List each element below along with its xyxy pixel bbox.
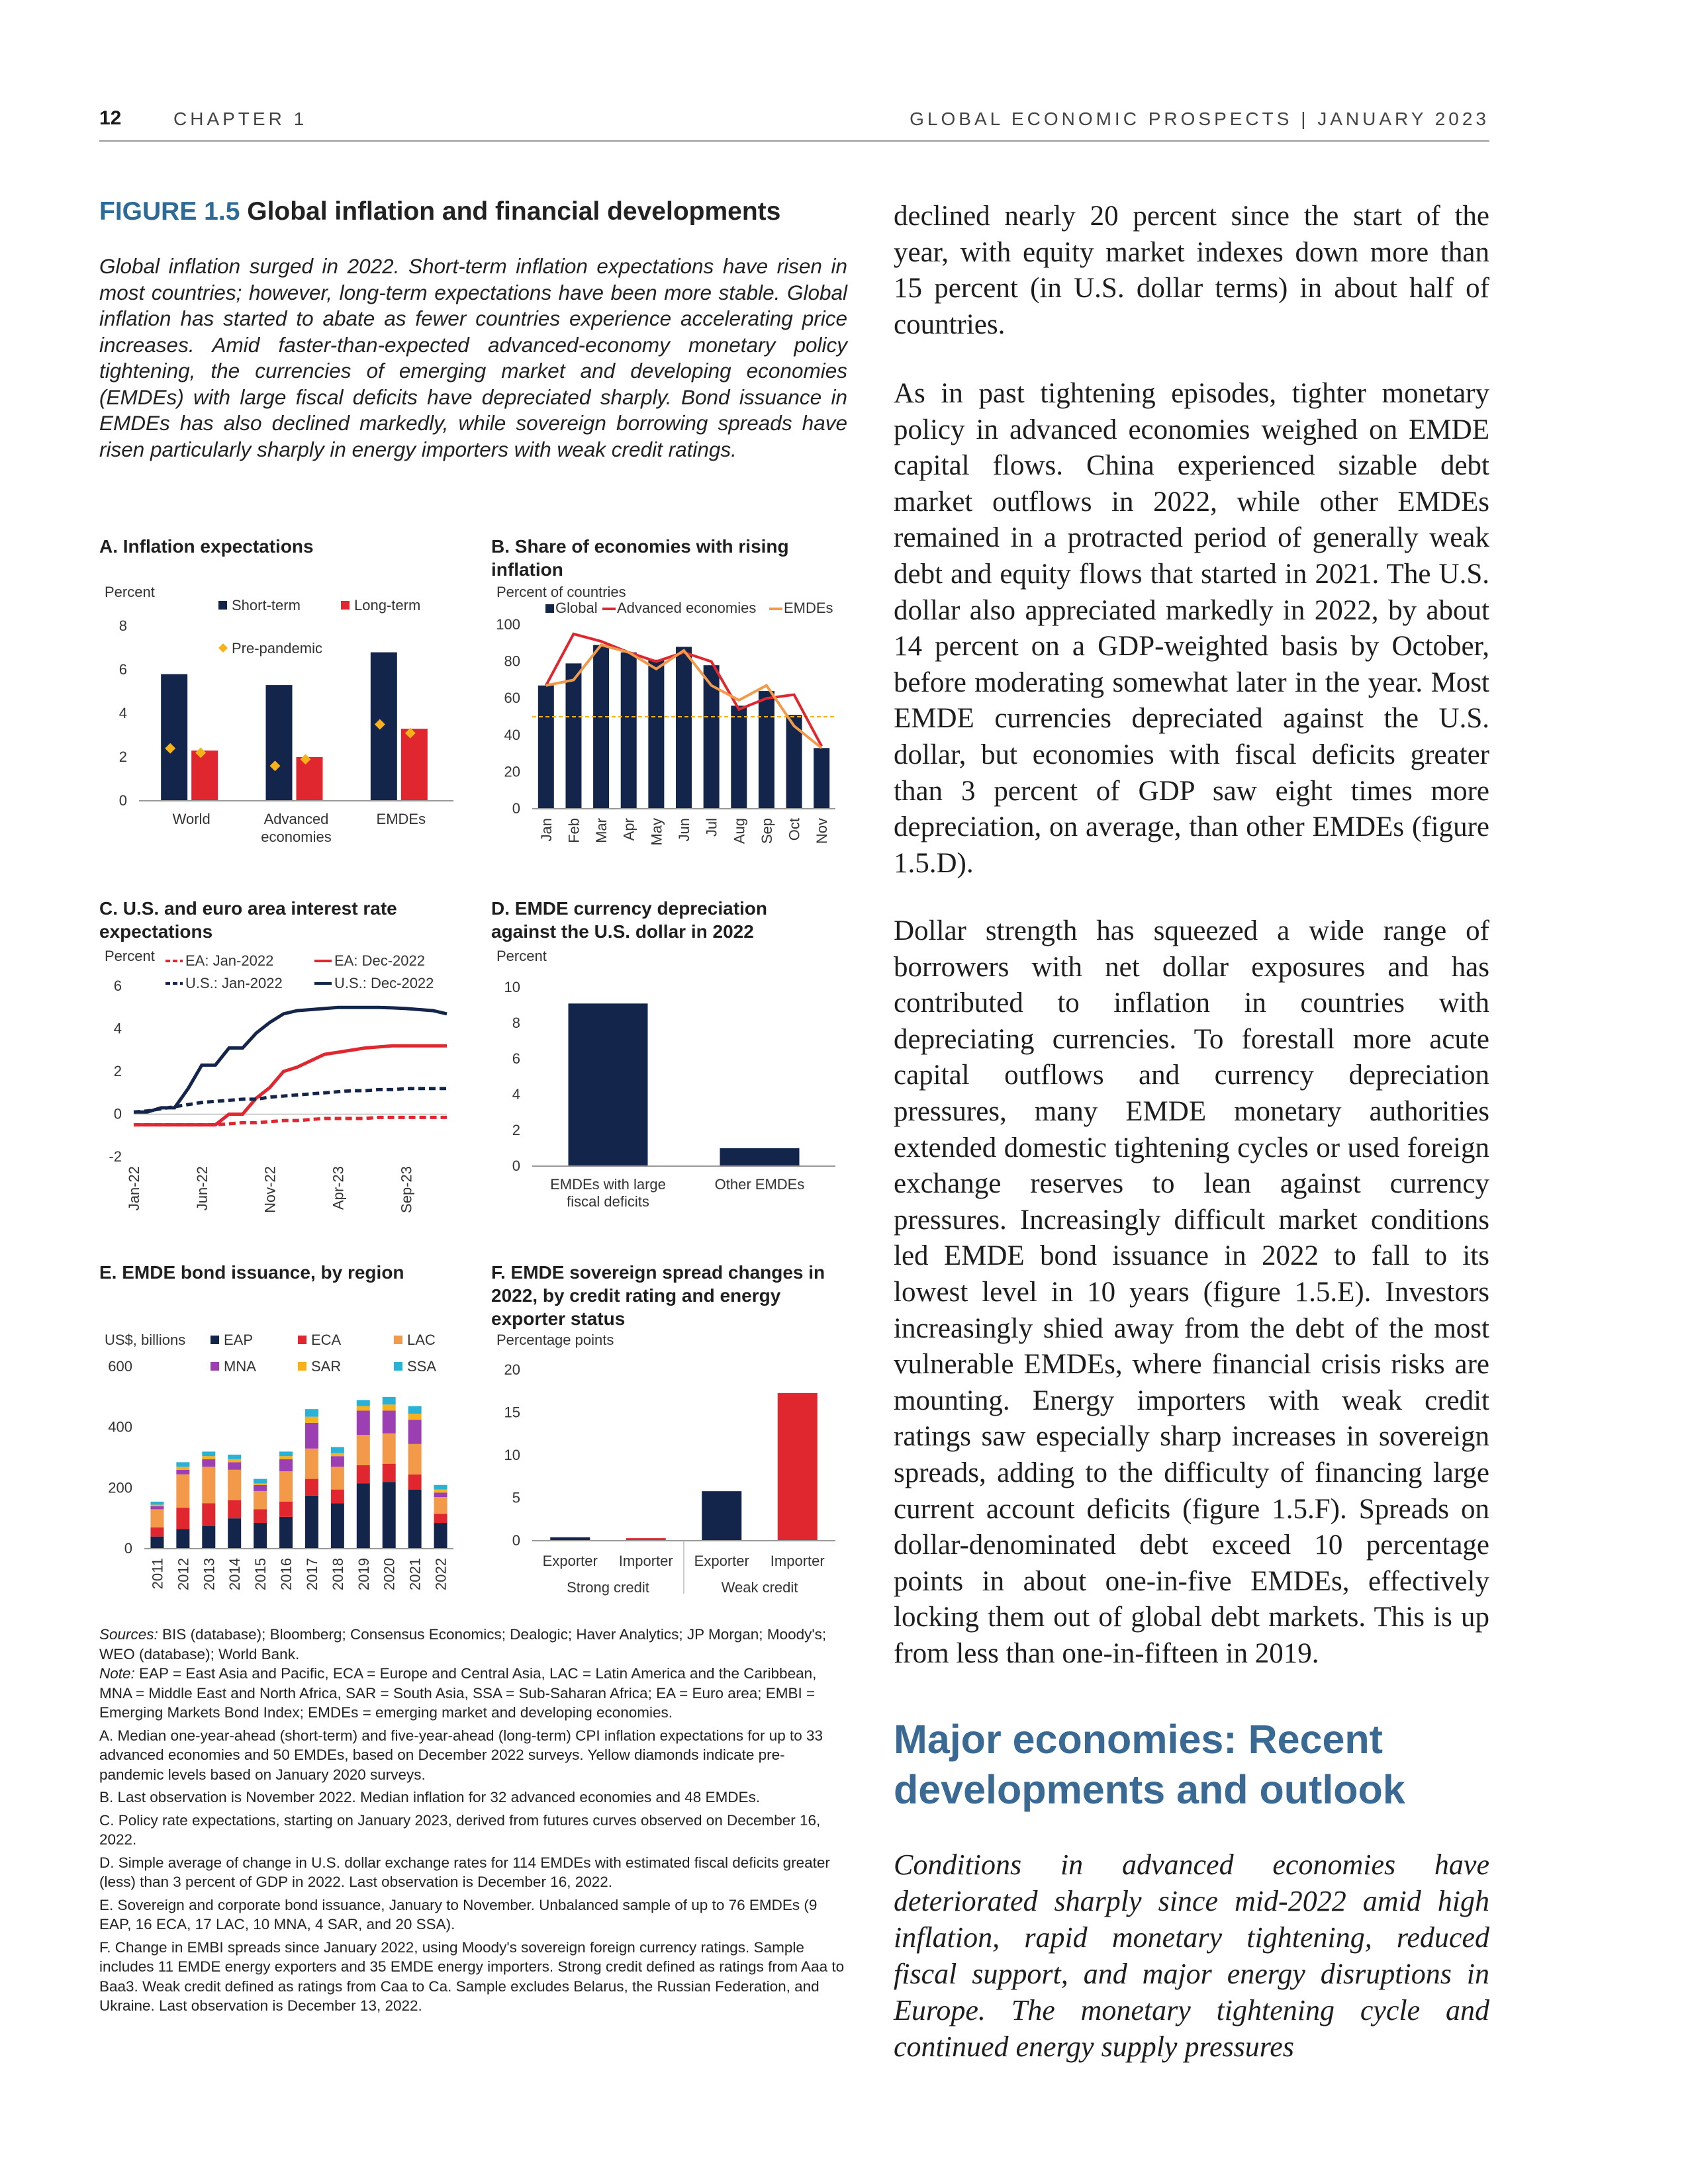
x-tick-label: Sep-23: [398, 1166, 415, 1213]
y-tick-label: 4: [512, 1086, 520, 1103]
y-tick-label: -2: [109, 1148, 122, 1165]
bar-segment-eca: [331, 1490, 344, 1504]
bar-segment-mna: [331, 1456, 344, 1467]
legend-label: Pre-pandemic: [232, 640, 322, 657]
bar-segment-eap: [408, 1490, 422, 1549]
note-text: EAP = East Asia and Pacific, ECA = Europe and Central Asia, LAC = Latin America and the Caribbean, MNA = Middle East and North Africa, SAR = South Asia, SSA = Sub-Saharan Africa; EA = Euro area; EMBI = Emerging Markets Bond Index; EMDEs = emerging market and developing economies.: [99, 1665, 817, 1721]
y-axis-label: US$, billions: [105, 1332, 186, 1348]
bar-segment-ssa: [202, 1451, 215, 1456]
page-number: 12: [99, 107, 122, 129]
bar-spread-change: [778, 1393, 818, 1541]
x-tick-label: Apr-23: [330, 1166, 347, 1210]
category-label: EMDEs: [376, 811, 426, 827]
y-tick-label: 100: [496, 616, 520, 633]
group-label: Weak credit: [721, 1579, 798, 1596]
bar-global: [565, 663, 581, 809]
bar-global: [593, 645, 609, 809]
y-tick-label: 6: [113, 978, 122, 994]
legend-label: MNA: [224, 1358, 256, 1375]
bar-segment-lac: [383, 1433, 396, 1464]
year-tick-label: 2021: [406, 1558, 424, 1590]
panel-a-title: A. Inflation expectations: [99, 536, 314, 557]
month-tick-label: Feb: [565, 818, 583, 843]
legend-label: LAC: [407, 1332, 436, 1348]
bar-segment-sar: [434, 1490, 447, 1493]
legend-marker: [218, 643, 228, 653]
legend-swatch: [545, 604, 554, 613]
bar-global: [759, 691, 774, 809]
legend-swatch: [211, 1336, 219, 1344]
y-tick-label: 5: [512, 1489, 520, 1506]
bar-segment-eca: [408, 1475, 422, 1490]
bar-segment-eap: [305, 1496, 318, 1549]
y-tick-label: 2: [113, 1063, 122, 1079]
abbreviation-note: [99, 1664, 847, 1723]
category-label: economies: [261, 829, 332, 845]
bar-segment-lac: [279, 1471, 293, 1502]
month-tick-label: Aug: [731, 818, 748, 844]
body-paragraph-3: Dollar strength has squeezed a wide range of borrowers with net dollar exposures and has contributed to inflation in countries with depreciating currencies. To forestall more acute capital outflows and currency depreciation pressures, many EMDE monetary authorities extended domestic tightening cycles or used foreign exchange reserves to lean against currency pressures. Increasingly difficult market conditions led EMDE bond issuance in 2022 to fall to its lowest level in 10 years (figure 1.5.E). Investors increasingly shied away from the debt of the most vulnerable EMDEs, where financial crisis risks are mounting. Energy importers with weak credit ratings saw especially sharp increases in sovereign spreads, adding to the difficulty of financing large current account deficits (figure 1.5.F). Spreads on dollar-denominated debt exceed 10 percentage points in about one-in-five EMDEs, effectively locking them out of global debt markets. This is up from less than one-in-fifteen in 2019.: [894, 915, 1489, 1669]
bar-segment-ssa: [408, 1406, 422, 1414]
x-tick-label: Jan-22: [126, 1166, 142, 1211]
y-tick-label: 6: [512, 1050, 520, 1067]
bar-depreciation: [720, 1148, 800, 1166]
bar-segment-lac: [202, 1467, 215, 1503]
year-tick-label: 2018: [329, 1558, 346, 1590]
category-label: Importer: [770, 1553, 825, 1569]
bar-segment-sar: [202, 1456, 215, 1459]
legend-swatch: [298, 1362, 306, 1371]
legend-label: Advanced economies: [617, 600, 757, 616]
y-tick-label: 80: [504, 653, 520, 670]
y-tick-label: 0: [512, 800, 520, 817]
note-c: C. Policy rate expectations, starting on January 2023, derived from futures curves observed on December 16, 2022.: [99, 1811, 821, 1848]
bar-long-term: [191, 751, 218, 801]
panel-a-chart: [99, 582, 470, 847]
y-tick-label: 40: [504, 726, 520, 743]
bar-segment-eca: [357, 1465, 370, 1484]
bar-segment-ssa: [254, 1479, 267, 1484]
legend-swatch: [298, 1336, 306, 1344]
y-tick-label: 0: [124, 1540, 132, 1557]
sources-label: Sources:: [99, 1626, 158, 1643]
y-axis-label: Percent of countries: [496, 584, 626, 600]
note-a: A. Median one-year-ahead (short-term) and five-year-ahead (long-term) CPI inflation expectations for up to 33 advanced economies and 50 EMDEs, based on December 2022 surveys. Yellow diamonds indicate pre-pandemic levels based on January 2020 surveys.: [99, 1727, 823, 1783]
bar-segment-lac: [331, 1467, 344, 1489]
y-tick-label: 4: [113, 1020, 122, 1037]
figure-title-text: Global inflation and financial developments: [247, 197, 781, 226]
y-tick-label: 2: [512, 1122, 520, 1138]
category-label: fiscal deficits: [567, 1193, 649, 1210]
panel-d-title: [491, 897, 862, 943]
year-tick-label: 2019: [355, 1558, 372, 1590]
category-label: Advanced: [263, 811, 329, 827]
bar-segment-lac: [434, 1497, 447, 1514]
category-label: Other EMDEs: [714, 1176, 805, 1193]
bar-segment-sar: [279, 1456, 293, 1459]
year-tick-label: 2016: [278, 1558, 295, 1590]
legend-label: ECA: [311, 1332, 342, 1348]
x-tick-label: Jun-22: [193, 1166, 211, 1211]
legend-label: U.S.: Dec-2022: [334, 975, 434, 991]
y-tick-label: 60: [504, 690, 520, 707]
legend-label: EA: Jan-2022: [185, 952, 274, 969]
note-b: B. Last observation is November 2022. Median inflation for 32 advanced economies and 48 EMDEs.: [99, 1789, 761, 1805]
bar-segment-sar: [150, 1505, 164, 1506]
bar-short-term: [266, 685, 293, 801]
panel-c-title-line2: expectations: [99, 921, 213, 942]
panel-e-chart: [99, 1330, 470, 1615]
panel-f-title-line2: 2022, by credit rating and energy: [491, 1285, 781, 1306]
bar-segment-mna: [254, 1485, 267, 1491]
figure-number: FIGURE 1.5: [99, 197, 240, 226]
bar-segment-sar: [408, 1414, 422, 1420]
legend-swatch: [341, 601, 350, 610]
panel-e-title: E. EMDE bond issuance, by region: [99, 1262, 404, 1283]
bar-segment-mna: [305, 1423, 318, 1449]
y-tick-label: 0: [118, 792, 127, 809]
sources-text: BIS (database); Bloomberg; Consensus Economics; Dealogic; Haver Analytics; JP Morgan; Moody's; WEO (database); World Bank.: [99, 1626, 827, 1662]
year-tick-label: 2022: [432, 1558, 449, 1590]
legend-label: EMDEs: [784, 600, 833, 616]
line-ea-dec-2022: [134, 1046, 447, 1124]
bar-segment-eca: [202, 1503, 215, 1525]
y-axis-label: Percentage points: [496, 1332, 614, 1348]
year-tick-label: 2015: [252, 1558, 269, 1590]
bar-segment-eca: [434, 1514, 447, 1523]
running-header: [99, 107, 1489, 142]
bar-segment-mna: [357, 1410, 370, 1435]
bar-long-term: [297, 757, 323, 801]
note-label: Note:: [99, 1665, 135, 1682]
y-tick-label: 2: [118, 749, 127, 765]
sources-note: [99, 1625, 847, 1664]
bar-segment-sar: [176, 1467, 189, 1470]
body-paragraph-1: declined nearly 20 percent since the start of the year, with equity market indexes down more than 15 percent (in U.S. dollar terms) in about half of countries.: [894, 201, 1489, 340]
panel-f-chart: [491, 1330, 849, 1615]
month-tick-label: Sep: [758, 818, 775, 844]
bar-short-term: [161, 674, 187, 801]
category-label: World: [172, 811, 211, 827]
bar-segment-lac: [357, 1435, 370, 1465]
panel-f-title-line3: exporter status: [491, 1308, 626, 1329]
bar-long-term: [401, 729, 428, 801]
bar-depreciation: [569, 1003, 648, 1166]
bar-segment-sar: [383, 1404, 396, 1410]
y-tick-label: 20: [504, 763, 520, 780]
category-label: Exporter: [542, 1553, 598, 1569]
section-heading: Major economies: Recent developments and outlook: [894, 1717, 1405, 1812]
year-tick-label: 2013: [201, 1558, 218, 1590]
month-tick-label: Mar: [593, 818, 610, 843]
panel-b-title-line1: B. Share of economies with rising: [491, 536, 789, 557]
bar-segment-sar: [331, 1453, 344, 1457]
y-tick-label: 0: [512, 1158, 520, 1174]
y-axis-label: Percent: [105, 948, 155, 964]
bar-segment-sar: [357, 1406, 370, 1411]
bar-segment-eap: [279, 1517, 293, 1549]
y-tick-label: 20: [504, 1361, 520, 1378]
bar-global: [676, 647, 692, 809]
bar-global: [621, 653, 637, 809]
figure-notes: [99, 1625, 847, 2016]
year-tick-label: 2014: [226, 1558, 244, 1590]
legend-label: Long-term: [354, 597, 421, 614]
legend-label: Short-term: [232, 597, 301, 614]
bar-segment-eap: [228, 1518, 241, 1549]
bar-segment-mna: [279, 1459, 293, 1471]
note-f: F. Change in EMBI spreads since January 2022, using Moody's sovereign foreign currency ratings. Sample includes 11 EMDE energy exporters and 35 EMDE energy importers. Strong credit defined as ratings from Aaa to Baa3. Weak credit defined as ratings from Caa to Ca. Sample excludes Belarus, the Russian Federation, and Ukraine. Last observation is December 13, 2022.: [99, 1938, 845, 2014]
panel-d-title-line2: against the U.S. dollar in 2022: [491, 921, 754, 942]
month-tick-label: Oct: [786, 818, 803, 841]
note-e: E. Sovereign and corporate bond issuance, January to November. Unbalanced sample of up to 76 EMDEs (9 EAP, 16 ECA, 17 LAC, 10 MNA, 4 SAR, and 20 SSA).: [99, 1896, 818, 1933]
bar-segment-ssa: [434, 1485, 447, 1490]
bar-segment-eap: [383, 1482, 396, 1549]
bar-segment-eap: [434, 1523, 447, 1549]
chapter-label: CHAPTER 1: [173, 109, 308, 129]
legend-label: SSA: [407, 1358, 437, 1375]
body-paragraph-2: As in past tightening episodes, tighter monetary policy in advanced economies weighed on EMDE capital flows. China experienced sizable debt market outflows in 2022, while other EMDEs remained in a protracted period of generally weak debt and equity flows that started in 2021. The U.S. dollar also appreciated markedly in 2022, by about 14 percent on a GDP-weighted basis by October, before moderating somewhat later in the year. Most EMDE currencies depreciated against the U.S. dollar, but economies with fiscal deficits greater than 3 percent of GDP saw eight times more depreciation, on average, than other EMDEs (figure 1.5.D).: [894, 378, 1489, 879]
bar-segment-lac: [305, 1449, 318, 1479]
y-tick-label: 4: [118, 705, 127, 721]
panel-c-title-line1: C. U.S. and euro area interest rate: [99, 898, 397, 919]
bar-segment-eca: [176, 1508, 189, 1529]
y-tick-label: 400: [108, 1418, 132, 1435]
panel-c-title: [99, 897, 470, 943]
year-tick-label: 2020: [381, 1558, 398, 1590]
category-label: EMDEs with large: [550, 1176, 666, 1193]
month-tick-label: Nov: [814, 818, 831, 844]
legend-swatch: [394, 1336, 402, 1344]
bar-segment-sar: [254, 1483, 267, 1484]
y-tick-label: 10: [504, 979, 520, 995]
month-tick-label: Apr: [620, 818, 637, 841]
bar-segment-mna: [176, 1470, 189, 1475]
bar-short-term: [371, 653, 397, 801]
bar-segment-lac: [150, 1509, 164, 1527]
bar-segment-eca: [383, 1464, 396, 1482]
bar-segment-eap: [331, 1503, 344, 1549]
panel-f-title-line1: F. EMDE sovereign spread changes in: [491, 1262, 825, 1283]
bar-segment-ssa: [279, 1451, 293, 1456]
year-tick-label: 2011: [149, 1558, 166, 1590]
legend-swatch: [394, 1362, 402, 1371]
bar-segment-mna: [434, 1492, 447, 1497]
bar-segment-mna: [202, 1459, 215, 1467]
legend-label: Global: [555, 600, 598, 616]
legend-label: SAR: [311, 1358, 342, 1375]
panel-b-title-line2: inflation: [491, 559, 563, 580]
bar-segment-eap: [202, 1526, 215, 1549]
section-lead-paragraph: Conditions in advanced economies have deteriorated sharply since mid-2022 amid high inflation, rapid monetary tightening, reduced fiscal support, and major energy disruptions in Europe. The monetary tightening cycle and continued energy supply pressures: [894, 1848, 1489, 2063]
y-tick-label: 6: [118, 661, 127, 678]
month-tick-label: Jul: [703, 818, 720, 837]
category-label: Exporter: [694, 1553, 749, 1569]
bar-global: [814, 748, 829, 809]
x-tick-label: Nov-22: [261, 1166, 279, 1213]
bar-segment-eca: [305, 1479, 318, 1496]
bar-segment-mna: [150, 1506, 164, 1510]
bar-segment-eap: [254, 1523, 267, 1549]
panel-d-chart: [491, 946, 849, 1224]
legend-swatch: [211, 1362, 219, 1371]
bar-segment-ssa: [383, 1397, 396, 1404]
bar-global: [648, 660, 664, 809]
bar-segment-sar: [228, 1459, 241, 1463]
year-tick-label: 2012: [175, 1558, 192, 1590]
bar-segment-ssa: [150, 1502, 164, 1505]
bar-global: [538, 686, 554, 809]
bar-segment-lac: [228, 1470, 241, 1500]
bar-segment-eap: [357, 1483, 370, 1549]
y-axis-label: Percent: [496, 948, 547, 964]
bar-segment-ssa: [357, 1400, 370, 1406]
bar-segment-eca: [228, 1500, 241, 1519]
bar-segment-eca: [279, 1502, 293, 1517]
y-tick-label: 0: [113, 1105, 122, 1122]
bar-spread-change: [702, 1491, 741, 1541]
note-d: D. Simple average of change in U.S. dollar exchange rates for 114 EMDEs with estimated fiscal deficits greater (less) than 3 percent of GDP in 2022. Last observation is December 16, 2022.: [99, 1854, 830, 1890]
bar-segment-ssa: [331, 1447, 344, 1453]
category-label: Importer: [618, 1553, 673, 1569]
bar-segment-mna: [383, 1410, 396, 1433]
bar-global: [731, 705, 747, 809]
figure-title: [99, 197, 854, 226]
y-tick-label: 600: [108, 1358, 132, 1375]
publication-title: GLOBAL ECONOMIC PROSPECTS | JANUARY 2023: [910, 109, 1489, 129]
bar-segment-lac: [408, 1444, 422, 1475]
bar-segment-lac: [254, 1491, 267, 1510]
month-tick-label: Jan: [538, 818, 555, 842]
bar-segment-ssa: [228, 1455, 241, 1459]
year-tick-label: 2017: [303, 1558, 320, 1590]
panel-d-title-line1: D. EMDE currency depreciation: [491, 898, 768, 919]
bar-segment-sar: [305, 1417, 318, 1423]
legend-label: EAP: [224, 1332, 254, 1348]
panel-b-title: [491, 535, 862, 581]
month-tick-label: May: [648, 818, 665, 846]
y-axis-label: Percent: [105, 584, 155, 600]
legend-label: EA: Dec-2022: [334, 952, 425, 969]
bar-segment-eca: [254, 1509, 267, 1523]
bar-segment-ssa: [305, 1409, 318, 1416]
bar-segment-lac: [176, 1475, 189, 1508]
bar-segment-mna: [408, 1420, 422, 1444]
line-u-s-dec-2022: [134, 1007, 447, 1112]
bar-segment-ssa: [176, 1462, 189, 1467]
y-tick-label: 0: [512, 1532, 520, 1549]
y-tick-label: 8: [512, 1015, 520, 1031]
y-tick-label: 200: [108, 1479, 132, 1496]
bar-segment-mna: [228, 1462, 241, 1469]
panel-b-chart: [491, 582, 849, 860]
legend-swatch: [218, 601, 227, 610]
y-tick-label: 15: [504, 1404, 520, 1421]
bar-segment-eap: [176, 1529, 189, 1549]
panel-f-title: [491, 1261, 862, 1330]
y-tick-label: 10: [504, 1447, 520, 1463]
y-tick-label: 8: [118, 617, 127, 634]
month-tick-label: Jun: [676, 818, 692, 842]
bar-segment-eca: [150, 1527, 164, 1537]
legend-label: U.S.: Jan-2022: [185, 975, 283, 991]
figure-description: Global inflation surged in 2022. Short-term inflation expectations have risen in most countries; however, long-term expectations have been more stable. Global inflation has started to abate as fewer countries experience accelerating price increases. Amid faster-than-expected advanced-economy monetary policy tightening, the currencies of emerging market and developing economies (EMDEs) with large fiscal deficits have depreciated sharply. Bond issuance in EMDEs has also declined markedly, while sovereign borrowing spreads have risen particularly sharply in energy importers with weak credit ratings.: [99, 254, 847, 461]
group-label: Strong credit: [567, 1579, 649, 1596]
bar-segment-eap: [150, 1537, 164, 1549]
panel-c-chart: [99, 946, 470, 1224]
